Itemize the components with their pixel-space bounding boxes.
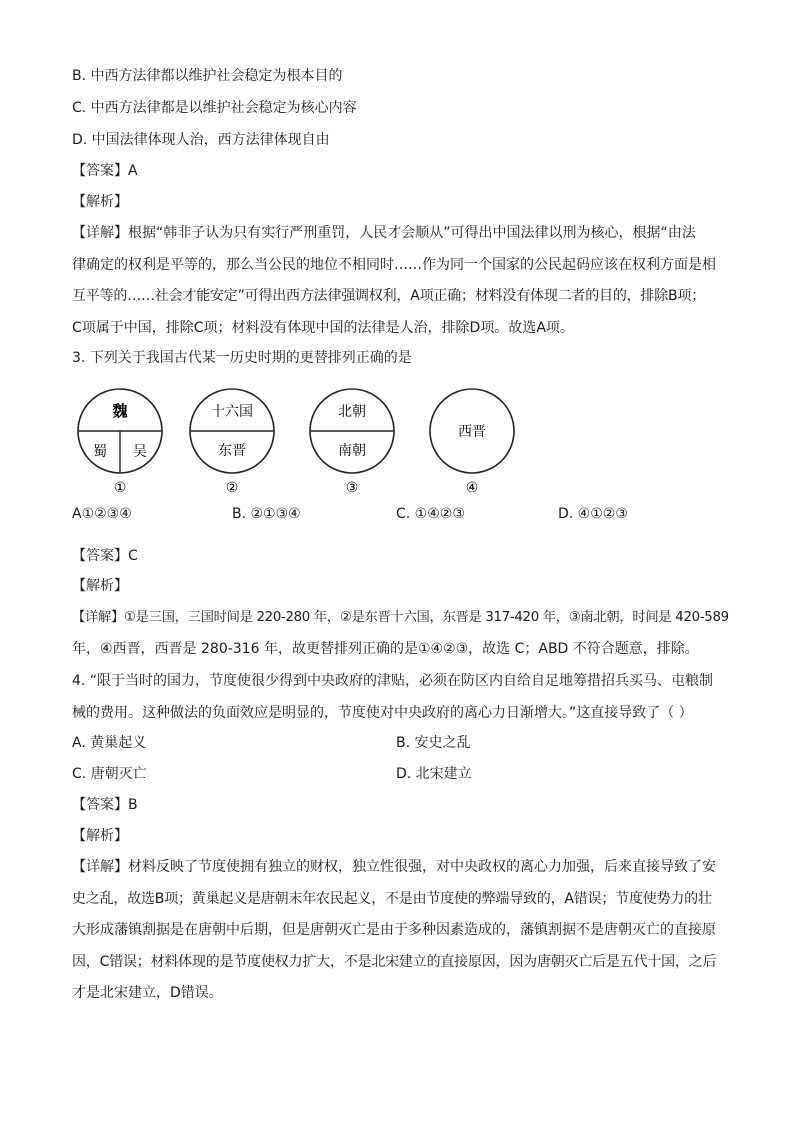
q3-figures (70, 388, 610, 498)
q2-option-d: D. 中国法律体现人治，西方法律体现自由 (72, 132, 330, 148)
q3-analysis-label: 【解析】 (72, 578, 128, 594)
q2-option-b: B. 中西方法律都以维护社会稳定为根本目的 (72, 68, 343, 84)
fig1-bottom-right: 吴 (133, 444, 147, 460)
fig3-top: 北朝 (338, 404, 366, 420)
q4-analysis-label: 【解析】 (72, 828, 128, 844)
q4-detail-line: 因，C错误；材料体现的是节度使权力扩大，不是北宋建立的直接原因，因为唐朝灭亡后是五代十国，之后 (72, 953, 717, 970)
q4-detail (72, 852, 722, 1010)
figure-eastern-jin (190, 389, 274, 496)
q2-answer: 【答案】A (72, 163, 138, 179)
fig4-center: 西晋 (458, 424, 486, 440)
q4-question-line: 4. “限于当时的国力，节度使很少得到中央政府的津贴，必须在防区内自给自足地筹措招兵买马、屯粮制 (72, 673, 714, 689)
q3-option-c: C. ①④②③ (396, 506, 465, 522)
q3-detail-line: 【详解】①是三国，三国时间是 220-280 年，②是东晋十六国，东晋是 317-420 年，③南北朝，时间是 420-589 (72, 610, 729, 625)
q2-option-c: C. 中西方法律都是以维护社会稳定为核心内容 (72, 100, 357, 116)
q2-detail (72, 218, 722, 344)
fig1-bottom-left: 蜀 (93, 444, 107, 460)
q4-option-b: B. 安史之乱 (396, 735, 471, 751)
q4-detail-line: 才是北宋建立，D错误。 (72, 985, 223, 1002)
q4-question (72, 666, 722, 729)
q2-detail-line: 互平等的……社会才能安定”可得出西方法律强调权利，A项正确；材料没有体现二者的目的，排除B项； (72, 288, 706, 305)
q3-detail-line: 年，④西晋，西晋是 280-316 年，故更替排列正确的是①④②③，故选 C；ABD 不符合题意，排除。 (72, 640, 699, 657)
q4-question-line: 械的费用。这种做法的负面效应是明显的，节度使对中央政府的离心力日渐增大。”这直接导致了（ ） (72, 704, 693, 721)
q4-answer: 【答案】B (72, 797, 138, 813)
q2-detail-line: 【详解】根据“韩非子认为只有实行严刑重罚，人民才会顺从”可得出中国法律以刑为核心，根据“由法 (72, 225, 696, 241)
figure-three-kingdoms (78, 389, 162, 496)
q3-option-a: A①②③④ (72, 506, 132, 522)
fig1-top: 魏 (112, 402, 128, 420)
fig2-label: ② (225, 480, 239, 496)
figure-western-jin (430, 389, 514, 496)
q3-question: 3. 下列关于我国古代某一历史时期的更替排列正确的是 (72, 350, 412, 366)
fig2-bottom: 东晋 (218, 443, 246, 459)
q4-option-d: D. 北宋建立 (396, 766, 472, 782)
fig2-top: 十六国 (211, 404, 253, 420)
q4-option-c: C. 唐朝灭亡 (72, 766, 147, 782)
q4-detail-line: 【详解】材料反映了节度使拥有独立的财权，独立性很强，对中央政权的离心力加强，后来直接导致了安 (72, 859, 716, 875)
figure-north-south (310, 389, 394, 496)
fig4-label: ④ (465, 480, 479, 496)
q2-detail-line: C项属于中国，排除C项；材料没有体现中国的法律是人治，排除D项。故选A项。 (72, 319, 574, 336)
q4-option-a: A. 黄巢起义 (72, 735, 147, 751)
fig1-label: ① (113, 480, 127, 496)
q3-answer: 【答案】C (72, 548, 138, 564)
q2-analysis-label: 【解析】 (72, 194, 128, 210)
q3-option-d: D. ④①②③ (558, 506, 628, 522)
fig3-bottom: 南朝 (338, 443, 366, 459)
q3-option-b: B. ②①③④ (232, 506, 301, 522)
q2-detail-line: 律确定的权利是平等的，那么当公民的地位不相同时……作为同一个国家的公民起码应该在权利方面是相 (72, 256, 716, 273)
q4-detail-line: 史之乱，故选B项；黄巢起义是唐朝末年农民起义，不是由节度使的弊端导致的，A错误；节度使势力的壮 (72, 890, 712, 907)
q3-detail (72, 602, 729, 665)
q4-detail-line: 大形成藩镇割据是在唐朝中后期，但是唐朝灭亡是由于多种因素造成的，藩镇割据不是唐朝灭亡的直接原 (72, 922, 716, 939)
fig3-label: ③ (345, 480, 359, 496)
